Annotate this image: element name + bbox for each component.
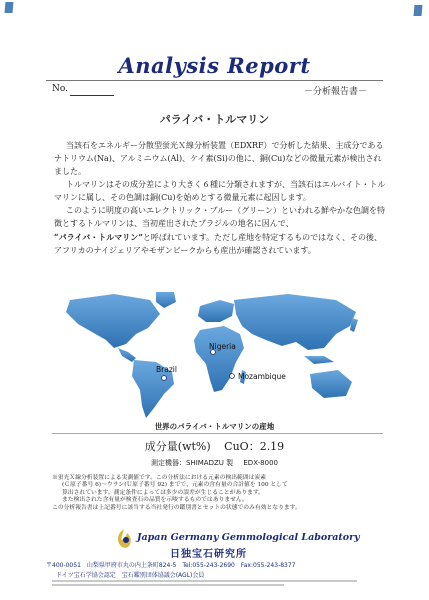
gem-name-heading: パライバ・トルマリン <box>159 113 270 126</box>
title-rule <box>46 80 383 81</box>
report-subtitle: －分析報告書－ <box>303 87 367 97</box>
corner-sticker <box>414 5 423 16</box>
mozambique-label: Mozambique <box>238 372 286 381</box>
device-model: EDX-8000 <box>243 459 278 467</box>
report-number-label: No. <box>52 84 68 94</box>
note-line: ※蛍光Ｘ線分析装置による実測値です。この分析法における元素の検出範囲は炭素 <box>52 475 267 481</box>
brazil-label: Brazil <box>156 365 177 374</box>
note-line: この分析報告書は上記番号に該当する当社発行の鑑別書とセットの状態でのみ有効となります。 <box>52 504 301 511</box>
brazil-marker <box>162 376 167 381</box>
paragraph-analysis: 当該石をエネルギー分散型蛍光Ｘ線分析装置（EDXRF）で分析した結果、主成分であるナトリウム(Na)、アルミニウム(Al)、ケイ素(Si)の他に、銅(Cu)などの微量元素が検出されました。 <box>54 141 384 176</box>
note-line: 算出されています。測定条件によっては多少の誤差が生じることがあります。 <box>62 489 264 496</box>
composition-label: 成分量(wt%) <box>144 440 211 453</box>
note-line: (Ｃ原子番号 6)～ウラン(Ｕ原子番号 92) までで、元素の含有量の合計値を 100 として <box>62 482 288 489</box>
paragraph-origin-text: と呼ばれています。ただし産地を特定するものではなく、その後、アフリカのナイジェリアやモザンビークからも産出が確認されています。 <box>54 233 383 255</box>
world-map <box>52 290 378 422</box>
report-notes <box>52 475 385 512</box>
paragraph-origin-name: このように明度の高いエレクトリック・ブルー（グリーン）といわれる鮮やかな色調を特徴とするトルマリンは、当初産出されたブラジルの地名に因んで、 <box>54 206 386 228</box>
europe-shape <box>198 300 234 322</box>
greenland-shape <box>156 292 176 308</box>
lab-logo-icon <box>112 527 136 551</box>
lab-address: 〒400-0051 山梨県甲府市丸の内上条町824-5 Tel:055-243-2690 Fax:055-243-8377 <box>46 562 296 569</box>
composition-result <box>0 438 429 454</box>
asia-shape <box>234 294 356 350</box>
paragraph-origin-continued <box>54 231 387 257</box>
section-divider <box>52 433 383 434</box>
southeast-asia-shape <box>304 356 334 364</box>
quoted-gem-name: “パライバ・トルマリン” <box>54 232 143 242</box>
map-caption: 世界のパライバ・トルマリンの産地 <box>154 422 275 431</box>
device-label: 測定機器：SHIMADZU 製 <box>151 459 234 467</box>
mozambique-marker <box>230 374 235 379</box>
australia-shape <box>310 370 352 398</box>
report-number-line <box>70 95 114 96</box>
africa-shape <box>194 326 244 392</box>
corner-sticker <box>5 2 14 13</box>
paragraph-classification: トルマリンはその成分差により大きく６種に分類されますが、当該石はエルバイト・トルマリンに属し、その色調は銅(Cu)を始めとする微量元素に起因します。 <box>54 180 386 202</box>
lab-name-english: Japan Germany Gemmological Laboratory <box>137 532 360 543</box>
central-america-shape <box>118 348 136 362</box>
composition-value: CuO：2.19 <box>224 440 285 453</box>
note-line: また検出された含有量が検査石の品質を示唆するものではありません。 <box>62 497 248 504</box>
lab-association: ドイツ宝石学協会認定 宝石鑑別団体協議会(AGL)会員 <box>56 572 205 579</box>
nigeria-label: Nigeria <box>209 342 236 351</box>
lab-name-japanese: 日独宝石研究所 <box>170 549 247 560</box>
report-body <box>54 139 387 257</box>
report-title: Analysis Report <box>118 53 311 78</box>
fine-print-illegible <box>52 580 383 592</box>
measurement-device <box>0 458 429 468</box>
north-america-shape <box>66 294 160 348</box>
